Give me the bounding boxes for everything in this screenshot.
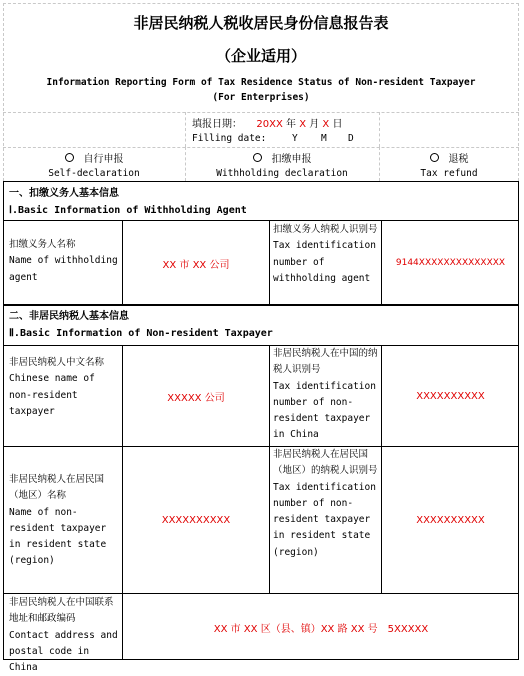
radio-icon[interactable] (430, 153, 439, 162)
option-label-en: Tax refund (420, 168, 478, 179)
option-label-en: Withholding declaration (216, 168, 348, 179)
option-withholding-declaration[interactable] (185, 147, 379, 181)
china-tin-label: 非居民纳税人在中国的纳税人识别号 Tax identification number of non-resident taxpayer in China (273, 348, 378, 441)
section1-title-zh: 一、扣缴义务人基本信息 (9, 188, 119, 199)
filling-date-d: D (348, 133, 354, 144)
filling-month-value[interactable]: X (299, 119, 307, 130)
option-tax-refund[interactable] (379, 147, 519, 181)
withholding-agent-name-label: 扣缴义务人名称 Name of withholding agent (9, 239, 118, 283)
china-address-label: 非居民纳税人在中国联系地址和邮政编码 Contact address and postal code in China (9, 597, 118, 674)
filling-day-value[interactable]: X (322, 119, 330, 130)
radio-icon[interactable] (253, 153, 262, 162)
day-label: 日 (332, 119, 343, 130)
withholding-agent-name-value[interactable]: XX 市 XX 公司 (162, 259, 230, 271)
filling-date-label: 填报日期： (192, 119, 242, 130)
section2-title-en: Ⅱ.Basic Information of Non-resident Taxpayer (9, 328, 273, 339)
form-subtitle-zh: （企业适用） (215, 47, 306, 65)
resident-state-tin-label: 非居民纳税人在居民国（地区）的纳税人识别号 Tax identification number of non-resident taxpayer in resident state (region) (273, 449, 378, 558)
filling-date-y: Y (292, 133, 298, 144)
form-title-en: Information Reporting Form of Tax Residence Status of Non-resident Taxpayer (46, 77, 476, 88)
resident-state-name-label: 非居民纳税人在居民国（地区）名称 Name of non-resident taxpayer in resident state (region) (9, 474, 107, 567)
resident-state-name-value[interactable]: XXXXXXXXXX (161, 514, 231, 526)
option-label-zh: 扣缴申报 (271, 154, 312, 165)
filling-date-zh (192, 115, 342, 130)
option-label-zh: 退税 (448, 154, 469, 165)
report-form (3, 3, 519, 674)
form-subtitle-en: (For Enterprises) (212, 92, 310, 103)
option-self-declaration[interactable] (3, 147, 185, 181)
year-label: 年 (286, 119, 296, 130)
form-title-zh: 非居民纳税人税收居民身份信息报告表 (133, 14, 389, 32)
section2-title-zh: 二、非居民纳税人基本信息 (9, 311, 129, 322)
chinese-name-value[interactable]: XXXXX 公司 (167, 392, 225, 404)
form-header (3, 3, 519, 181)
option-label-zh: 自行申报 (83, 154, 124, 165)
filling-date-m: M (321, 133, 327, 144)
filling-date-en-label: Filling date: (192, 133, 267, 144)
china-address-value[interactable]: XX 市 XX 区（县、镇）XX 路 XX 号 5XXXXX (213, 623, 429, 635)
month-label: 月 (309, 119, 320, 130)
section1-title-en: Ⅰ.Basic Information of Withholding Agent (9, 205, 247, 216)
withholding-agent-tin-label: 扣缴义务人纳税人识别号 Tax identification number of withholding agent (273, 224, 378, 284)
resident-state-tin-value[interactable]: XXXXXXXXXX (416, 514, 485, 526)
option-label-en: Self-declaration (48, 168, 140, 179)
chinese-name-label: 非居民纳税人中文名称 Chinese name of non-resident taxpayer (9, 357, 105, 417)
china-tin-value[interactable]: XXXXXXXXXX (416, 390, 485, 402)
radio-icon[interactable] (65, 153, 74, 162)
filling-year-value[interactable]: 20XX (256, 119, 283, 130)
withholding-agent-tin-value[interactable]: 9144XXXXXXXXXXXXXX (395, 258, 506, 268)
